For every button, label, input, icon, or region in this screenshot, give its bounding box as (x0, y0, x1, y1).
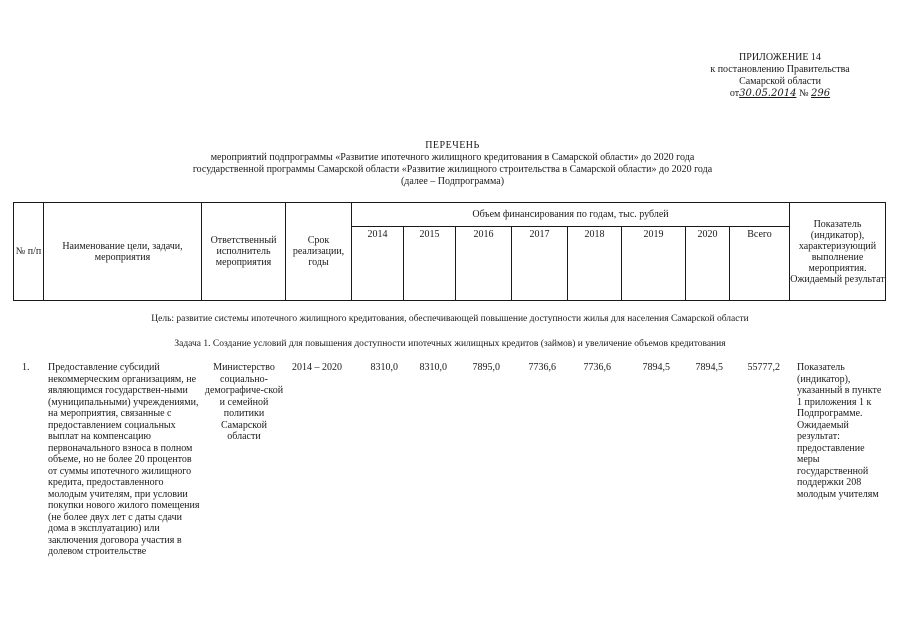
row-name: Предоставление субсидий некоммерческим организациям, не являющимся государствен-ными (муниципальными) учреждениями, на мероприятия, связанные с предоставлением социальных выплат на компенсацию первоначального взноса в полном объеме, но не более 20 процентов от суммы ипотечного жилищного кредита, предоставленного молодым учителям, при условии покупки нового жилого помещения (не более двух лет с даты сдачи дома в эксплуатацию) или заключения договора участия в долевом строительстве (48, 362, 200, 557)
value-2019: 7894,5 (642, 362, 670, 373)
value-2015: 8310,0 (419, 362, 447, 373)
year-2014: 2014 (352, 227, 404, 301)
appendix-no: № (798, 88, 809, 99)
appendix-line-3: Самарской области (739, 76, 821, 87)
value-2020: 7894,5 (695, 362, 723, 373)
row-term: 2014 – 2020 (292, 362, 342, 373)
heading-line-3: (далее – Подпрограмма) (400, 176, 505, 187)
header-name: Наименование цели, задачи, мероприятия (44, 203, 202, 301)
appendix-line-2: к постановлению Правительства (710, 64, 850, 75)
appendix-title: ПРИЛОЖЕНИЕ 14 (739, 52, 821, 63)
appendix-date: 30.05.2014 (739, 88, 797, 99)
row-number: 1. (22, 362, 30, 373)
value-2017: 7736,6 (528, 362, 556, 373)
appendix-number: 296 (810, 88, 831, 99)
row-indicator: Показатель (индикатор), указанный в пункте 1 приложения 1 к Подпрограмме. Ожидаемый результат: предоставление меры государственной поддержки 208 молодым учителям (797, 362, 882, 500)
header-term: Срок реализации, годы (286, 203, 352, 301)
value-2014: 8310,0 (370, 362, 398, 373)
goal-line: Цель: развитие системы ипотечного жилищного кредитования, обеспечивающей повышение доступности жилья для населения Самарской области (151, 314, 749, 324)
value-2016: 7895,0 (472, 362, 500, 373)
year-2018: 2018 (568, 227, 622, 301)
year-total: Всего (730, 227, 790, 301)
appendix-signature-line (690, 88, 870, 100)
appendix-block (690, 52, 870, 100)
year-2016: 2016 (456, 227, 512, 301)
heading-title: ПЕРЕЧЕНЬ (425, 140, 480, 151)
heading-line-2: государственной программы Самарской области «Развитие жилищного строительства в Самарской области» до 2020 года (192, 164, 713, 175)
header-executor: Ответственный исполнитель мероприятия (202, 203, 286, 301)
value-total: 55777,2 (747, 362, 780, 373)
heading-line-1: мероприятий подпрограммы «Развитие ипотечного жилищного кредитования в Самарской области» до 2020 года (210, 152, 695, 163)
header-num: № п/п (14, 203, 44, 301)
year-2015: 2015 (404, 227, 456, 301)
header-table (13, 202, 886, 301)
header-financing: Объем финансирования по годам, тыс. рублей (352, 203, 790, 227)
year-2020: 2020 (686, 227, 730, 301)
value-2018: 7736,6 (583, 362, 611, 373)
header-indicator: Показатель (индикатор), характеризующий выполнение мероприятия. Ожидаемый результат (790, 203, 886, 301)
year-2019: 2019 (622, 227, 686, 301)
task-line: Задача 1. Создание условий для повышения доступности ипотечных жилищных кредитов (займов) и увеличение объемов кредитования (174, 339, 726, 349)
document-heading (120, 140, 785, 188)
year-2017: 2017 (512, 227, 568, 301)
row-executor: Министерство социально-демографиче-ской и семейной политики Самарской области (204, 362, 284, 442)
appendix-from: от (729, 88, 740, 99)
